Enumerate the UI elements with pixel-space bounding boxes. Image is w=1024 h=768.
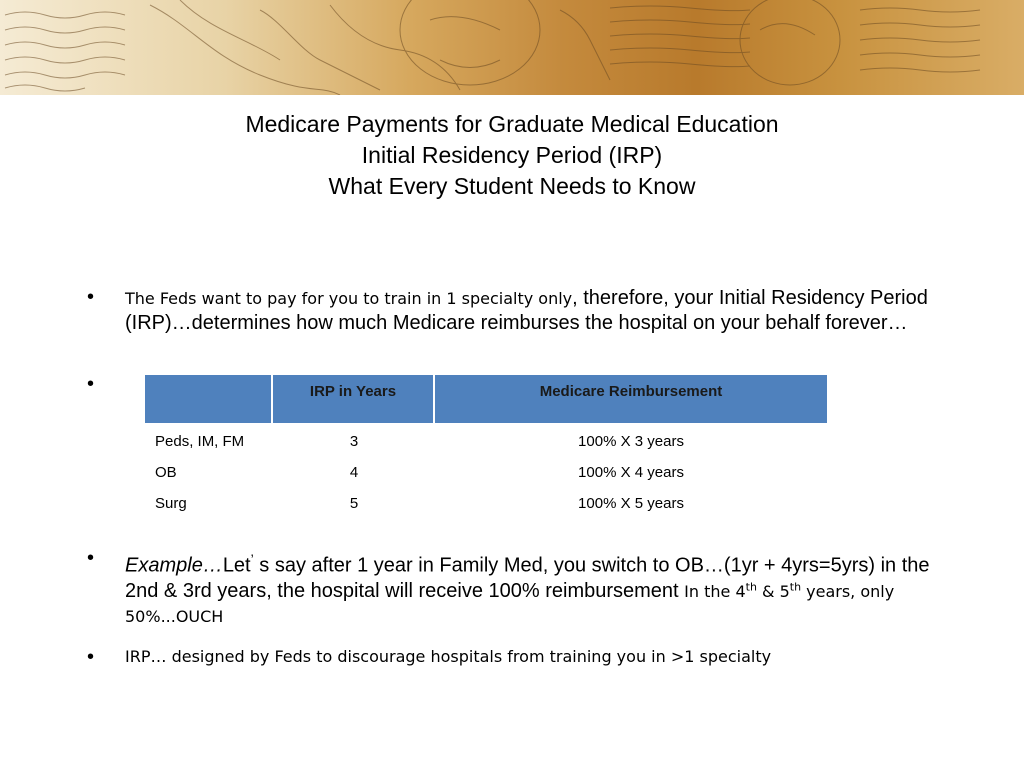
table-header-row [145, 375, 827, 423]
table-cell-specialty: OB [155, 464, 177, 481]
table-cell-specialty: Surg [155, 495, 187, 512]
title-line-2: Initial Residency Period (IRP) [361, 142, 663, 168]
table-row [145, 495, 827, 526]
bullet-marker: • [87, 547, 95, 569]
title-line-3: What Every Student Needs to Know [328, 173, 696, 199]
table-cell-specialty: Peds, IM, FM [155, 433, 245, 450]
table-cell-years: 4 [349, 464, 359, 481]
header-banner [0, 0, 1024, 95]
title-line-1: Medicare Payments for Graduate Medical Education [245, 111, 779, 137]
ordinal-suffix: th [789, 580, 802, 594]
table-row [145, 464, 827, 495]
bullet-3-lead: Let [222, 554, 251, 577]
bullet-3-apostrophe: ’ [250, 551, 254, 567]
bullet-marker: • [87, 286, 95, 308]
table-cell-reimbursement: 100% X 4 years [578, 464, 684, 481]
bullet-1-rest: , therefore, your Initial Residency Period (IRP)…determines how much Medicare reimburses the hospital on your behalf forever… [125, 287, 928, 334]
bullet-text-irp-purpose: IRP… designed by Feds to discourage hospitals from training you in >1 specialty [125, 647, 772, 666]
bullet-3-tail-b: & 5 [756, 581, 790, 601]
bullet-3-example-label: Example… [125, 554, 223, 577]
bullet-3-tail-a: In the 4 [684, 581, 746, 601]
banner-artwork [0, 0, 1024, 95]
bullet-3-tail-c: years, only 50%...OUCH [125, 581, 895, 626]
slide-title [0, 109, 1024, 202]
table-header-cell [145, 375, 273, 423]
bullet-3-body: s say after 1 year in Family Med, you switch to OB…(1yr + 4yrs=5yrs) in the 2nd & 3rd years, the hospital will receive 100% reimbursement [125, 554, 930, 602]
table-cell-reimbursement: 100% X 3 years [578, 433, 684, 450]
bullet-1-lead: The Feds want to pay for you to train in 1 specialty only [125, 289, 573, 308]
table-cell-years: 3 [349, 433, 359, 450]
table-cell-years: 5 [349, 495, 359, 512]
table-row [145, 433, 827, 464]
bullet-marker: • [87, 646, 95, 668]
bullet-text-example [125, 547, 965, 629]
ordinal-suffix: th [745, 580, 757, 594]
bullet-text-irp-intro [125, 286, 965, 336]
bullet-marker: • [87, 373, 95, 395]
table-header-cell: IRP in Years [273, 375, 435, 423]
table-cell-reimbursement: 100% X 5 years [578, 495, 684, 512]
table-header-cell: Medicare Reimbursement [539, 383, 723, 400]
